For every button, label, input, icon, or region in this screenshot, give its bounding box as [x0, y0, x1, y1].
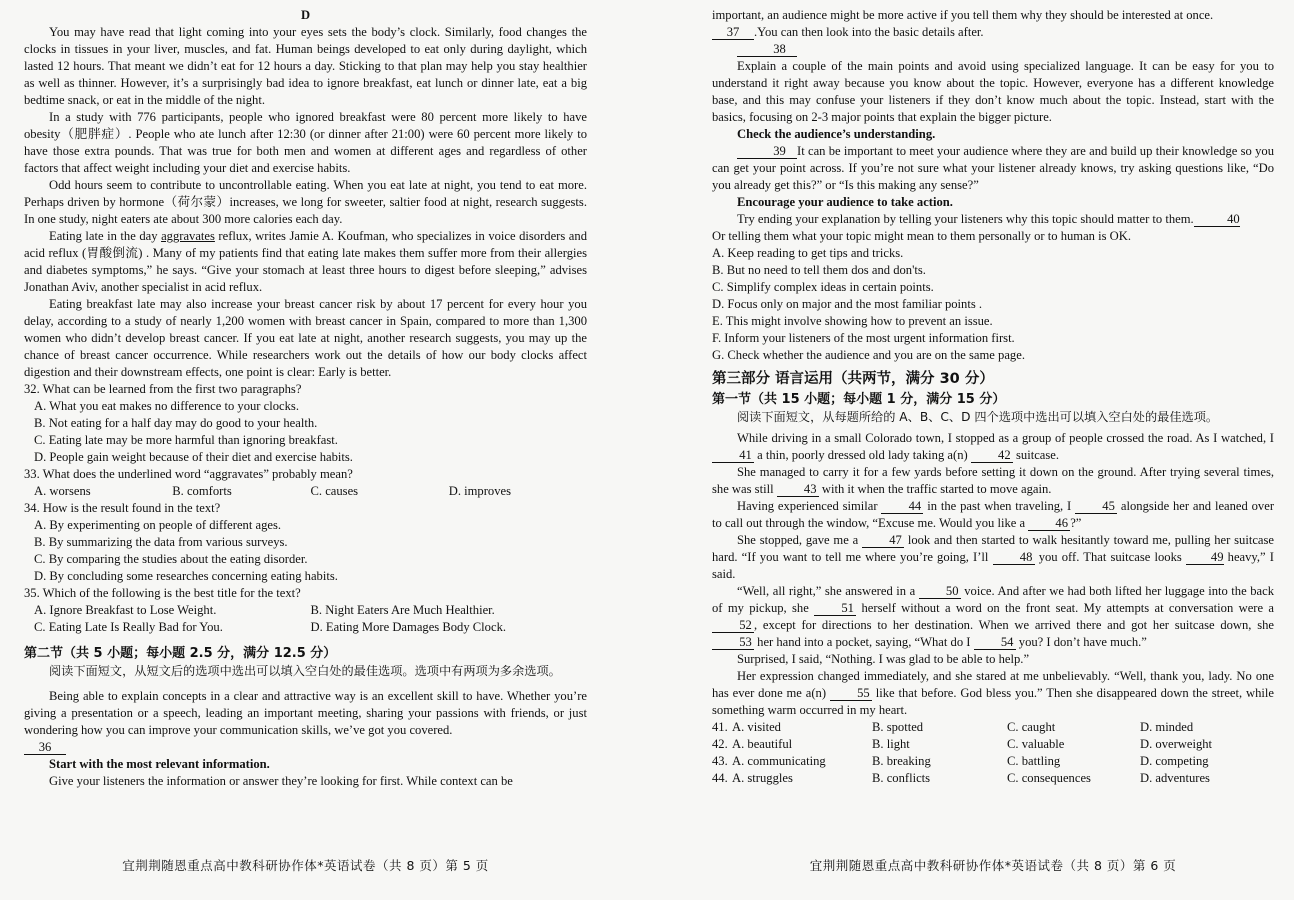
- p4-text-after: reflux, writes Jamie A. Koufman, who specializes in voice disorders and acid reflux (胃酸倒流) . Many of my patients find that eating late makes them suffer more from their allergies and diabetes symptoms,” he says. “Give your stomach at least three hours to digest before sleeping,” advises Jonathan Aviv, another specialist in acid reflux.: [24, 229, 587, 294]
- encourage-paragraph: [712, 211, 1274, 228]
- answer-option-a: A. beautiful: [732, 737, 793, 751]
- part2-heading: 第二节（共 5 小题；每小题 2.5 分，满分 12.5 分）: [24, 646, 337, 661]
- cloze-text: She stopped, gave me a: [737, 533, 863, 547]
- q33-option-c: C. causes: [310, 484, 359, 498]
- blank-49: 49: [1186, 550, 1224, 565]
- q35-option-c: C. Eating Late Is Really Bad for You.: [34, 620, 223, 634]
- blank-37-line: [712, 24, 1274, 41]
- blank-43: 43: [777, 482, 819, 497]
- cloze-paragraph-7: [712, 668, 1274, 719]
- blank-55: 55: [830, 686, 872, 701]
- encourage-paragraph-2: Or telling them what your topic might mean to them personally or to human is OK.: [712, 229, 1132, 243]
- cloze-text: While driving in a small Colorado town, I stopped as a group of people crossed the road. As I watched, I: [737, 431, 1274, 445]
- q33-options: [24, 483, 587, 500]
- q35-options-row-1: [24, 602, 587, 619]
- option-b: B. But no need to tell them dos and don'ts.: [712, 263, 926, 277]
- after-37-text: .You can then look into the basic details after.: [754, 25, 984, 39]
- cloze-text: Having experienced similar: [737, 499, 882, 513]
- underlined-word: aggravates: [161, 229, 215, 243]
- part2-paragraph-2: Give your listeners the information or answer they’re looking for first. While context can be: [49, 774, 513, 788]
- blank-46: 46: [1028, 516, 1070, 531]
- cloze-paragraph-2: [712, 464, 1274, 498]
- part3-heading: 第三部分 语言运用（共两节，满分 30 分）: [712, 371, 994, 387]
- answer-option-c: C. valuable: [1007, 737, 1065, 751]
- option-a: A. Keep reading to get tips and tricks.: [712, 246, 904, 260]
- answer-option-b: B. conflicts: [872, 771, 931, 785]
- passage-paragraph-4: [24, 228, 587, 296]
- explain-paragraph: Explain a couple of the main points and avoid using specialized language. It can be easy for you to understand it right away because you know about the topic. However, everyone has a different knowledge base, and this may confuse your listeners if they don’t know much about the topic. Instead, start with the basics, focusing on 2-3 major points that explain the bigger picture.: [712, 59, 1274, 124]
- blank-48: 48: [993, 550, 1035, 565]
- blank-38: 38: [737, 42, 797, 57]
- q34-option-d: D. By concluding some researches concerning eating habits.: [34, 569, 338, 583]
- blank-52: 52: [712, 618, 754, 633]
- cloze-paragraph-5: [712, 583, 1274, 651]
- cloze-text: alongside her and leaned over to call out through the window, “Excuse me. Would you like a: [712, 499, 1275, 530]
- blank-54: 54: [974, 635, 1016, 650]
- cloze-text: herself without a word on the front seat. My attempts at conversation were a: [856, 601, 1274, 615]
- answer-option-a: A. communicating: [732, 754, 826, 768]
- cloze-paragraph-4: [712, 532, 1274, 583]
- answer-row-43: [712, 753, 1274, 770]
- cloze-text: voice. And after we had both lifted her luggage into the back of my pickup, she: [712, 584, 1274, 615]
- cloze-paragraph-1: [712, 430, 1274, 464]
- p4-text-before: Eating late in the day: [49, 229, 162, 243]
- subheading-start: Start with the most relevant information.: [49, 757, 270, 771]
- answer-number: 44.: [712, 771, 728, 785]
- option-e: E. This might involve showing how to prevent an issue.: [712, 314, 993, 328]
- part3-subheading: 第一节（共 15 小题；每小题 1 分，满分 15 分）: [712, 392, 1006, 407]
- answer-option-a: A. visited: [732, 720, 781, 734]
- option-f: F. Inform your listeners of the most urgent information first.: [712, 331, 1015, 345]
- question-34: 34. How is the result found in the text?: [24, 501, 221, 515]
- cloze-text: look and then started to walk hesitantly toward me, pulling her suitcase hard. “If you want to tell me where you’re going, I’ll: [712, 533, 1274, 564]
- question-32: 32. What can be learned from the first two paragraphs?: [24, 382, 302, 396]
- option-d: D. Focus only on major and the most familiar points .: [712, 297, 983, 311]
- part3-instructions: 阅读下面短文，从每题所给的 A、B、C、D 四个选项中选出可以填入空白处的最佳选项。: [737, 410, 1219, 424]
- subheading-check: Check the audience’s understanding.: [737, 127, 936, 141]
- cloze-text: , except for directions to her destination. When we arrived there and got her suitcase down, she: [754, 618, 1274, 632]
- blank-39: 39: [737, 144, 797, 159]
- blank-53: 53: [712, 635, 754, 650]
- answer-option-a: A. struggles: [732, 771, 793, 785]
- cloze-text: ?”: [1070, 516, 1082, 530]
- blank-51: 51: [814, 601, 856, 616]
- blank-36-line: [24, 739, 587, 756]
- part2-instructions: 阅读下面短文，从短文后的选项中选出可以填入空白处的最佳选项。选项中有两项为多余选项。: [49, 664, 561, 678]
- cloze-text: Her expression changed immediately, and she stared at me unbelievably. “Well, thank you, lady. No one has ever done me a(n): [712, 669, 1274, 700]
- blank-45: 45: [1075, 499, 1117, 514]
- q35-options-row-2: [24, 619, 587, 636]
- option-g: G. Check whether the audience and you are on the same page.: [712, 348, 1025, 362]
- blank-44: 44: [881, 499, 923, 514]
- answer-number: 42.: [712, 737, 728, 751]
- blank-38-line: [712, 41, 1274, 58]
- answer-option-d: D. minded: [1140, 720, 1194, 734]
- part2-paragraph-1: Being able to explain concepts in a clear and attractive way is an excellent skill to have. Whether you’re giving a presentation or a speech, leading an important meeting, sharing your passions with friends, or just wondering how you can improve your communication skills, we’ve got you covered.: [24, 689, 587, 737]
- answer-option-c: C. consequences: [1007, 771, 1091, 785]
- right-page: [712, 0, 1274, 900]
- answer-option-c: C. caught: [1007, 720, 1056, 734]
- q34-option-b: B. By summarizing the data from various surveys.: [34, 535, 288, 549]
- q34-option-a: A. By experimenting on people of different ages.: [34, 518, 282, 532]
- left-page: [24, 0, 587, 900]
- answer-row-41: [712, 719, 1274, 736]
- cloze-text: in the past when traveling, I: [923, 499, 1076, 513]
- answer-number: 41.: [712, 720, 728, 734]
- cloze-paragraph-3: [712, 498, 1274, 532]
- section-letter: D: [300, 8, 311, 22]
- answer-option-d: D. competing: [1140, 754, 1209, 768]
- check-text: It can be important to meet your audience where they are and build up their knowledge so you can get your point across. If you’re not sure what your listener already knows, try asking questions like, “Do you already get this?” or “Is this making any sense?”: [712, 144, 1274, 192]
- q33-option-d: D. improves: [448, 484, 512, 498]
- answer-option-d: D. adventures: [1140, 771, 1210, 785]
- cloze-paragraph-6: Surprised, I said, “Nothing. I was glad to be able to help.”: [737, 652, 1030, 666]
- q32-option-d: D. People gain weight because of their diet and exercise habits.: [34, 450, 353, 464]
- q34-option-c: C. By comparing the studies about the eating disorder.: [34, 552, 308, 566]
- q32-option-b: B. Not eating for a half day may do good to your health.: [34, 416, 318, 430]
- passage-paragraph-5: Eating breakfast late may also increase your breast cancer risk by about 17 percent for every hour you delay, according to a study of nearly 1,200 women with breast cancer in Spain, compared to more than 1,300 women who didn’t develop breast cancer. If you eat late at night, another research suggests, you may up the chance of breast cancer occurrence. While researchers work out the details of how our body clocks affect digestion and their downstream effects, one point is clear: Early is better.: [24, 297, 587, 379]
- blank-37: 37: [712, 25, 754, 40]
- question-35: 35. Which of the following is the best title for the text?: [24, 586, 301, 600]
- cloze-text: “Well, all right,” she answered in a: [737, 584, 919, 598]
- cloze-text: suitcase.: [1012, 448, 1060, 462]
- passage-paragraph-2: In a study with 776 participants, people who ignored breakfast were 80 percent more likely to have obesity（肥胖症）. People who ate lunch after 12:30 (or dinner after 21:00) were 60 percent more likely to have those extra pounds. That was true for both men and women at different ages and regardless of other factors that affect weight including your diet and exercise habits.: [24, 110, 587, 175]
- question-33: 33. What does the underlined word “aggravates” probably mean?: [24, 467, 353, 481]
- blank-42: 42: [971, 448, 1013, 463]
- q35-option-a: A. Ignore Breakfast to Lose Weight.: [34, 603, 217, 617]
- page-footer-right: 宜荆荆随恩重点高中教科研协作体*英语试卷（共 8 页）第 6 页: [809, 858, 1177, 873]
- q32-option-a: A. What you eat makes no difference to your clocks.: [34, 399, 299, 413]
- answer-option-b: B. breaking: [872, 754, 931, 768]
- cloze-text: like that before. God bless you.” Then she disappeared down the street, while something warm occurred in my heart.: [712, 686, 1274, 717]
- cloze-text: She managed to carry it for a few yards before setting it down on the ground. After trying several times, she was still: [712, 465, 1274, 496]
- page-footer-left: 宜荆荆随恩重点高中教科研协作体*英语试卷（共 8 页）第 5 页: [122, 858, 489, 873]
- answer-option-b: B. spotted: [872, 720, 924, 734]
- blank-36: 36: [24, 740, 66, 755]
- cloze-text: a thin, poorly dressed old lady taking a(n): [754, 448, 971, 462]
- answer-number: 43.: [712, 754, 728, 768]
- answer-option-d: D. overweight: [1140, 737, 1213, 751]
- blank-50: 50: [919, 584, 961, 599]
- q35-option-d: D. Eating More Damages Body Clock.: [310, 620, 507, 634]
- check-paragraph: [712, 143, 1274, 194]
- q33-option-b: B. comforts: [172, 484, 232, 498]
- blank-41: 41: [712, 448, 754, 463]
- cloze-text: with it when the traffic started to move again.: [818, 482, 1052, 496]
- option-c: C. Simplify complex ideas in certain points.: [712, 280, 934, 294]
- subheading-encourage: Encourage your audience to take action.: [737, 195, 953, 209]
- q35-option-b: B. Night Eaters Are Much Healthier.: [310, 603, 495, 617]
- passage-paragraph-3: Odd hours seem to contribute to uncontrollable eating. When you eat late at night, you tend to eat more. Perhaps driven by hormone（荷尔蒙）increases, we long for sweeter, saltier food at night, research suggests. In one study, night eaters ate about 300 more calories each day.: [24, 178, 587, 226]
- continuation-line: important, an audience might be more active if you tell them why they should be interested at once.: [712, 8, 1214, 22]
- q33-option-a: A. worsens: [34, 484, 91, 498]
- passage-paragraph-1: You may have read that light coming into your eyes sets the body’s clock. Similarly, food changes the clocks in tissues in your liver, muscles, and fat. Human beings developed to eat only during daylight, which lasted 12 hours. That meant we didn’t eat for 12 hours a day. Sticking to that plan may help you stay healthier as well as thinner. However, it’s a surprisingly bad idea to ignore breakfast, eat lunch or dinner late, eat a big bedtime snack, or eat in the middle of the night.: [24, 25, 587, 107]
- cloze-text: heavy,” I said.: [712, 550, 1274, 581]
- blank-47: 47: [862, 533, 904, 548]
- answer-row-42: [712, 736, 1274, 753]
- cloze-text: you off. That suitcase looks: [1034, 550, 1186, 564]
- cloze-text: you? I don’t have much.”: [1015, 635, 1147, 649]
- encourage-text: Try ending your explanation by telling your listeners why this topic should matter to them.: [737, 212, 1194, 226]
- answer-option-c: C. battling: [1007, 754, 1061, 768]
- blank-40: 40: [1194, 212, 1240, 227]
- cloze-text: her hand into a pocket, saying, “What do I: [754, 635, 974, 649]
- answer-option-b: B. light: [872, 737, 910, 751]
- q32-option-c: C. Eating late may be more harmful than ignoring breakfast.: [34, 433, 338, 447]
- answer-row-44: [712, 770, 1274, 787]
